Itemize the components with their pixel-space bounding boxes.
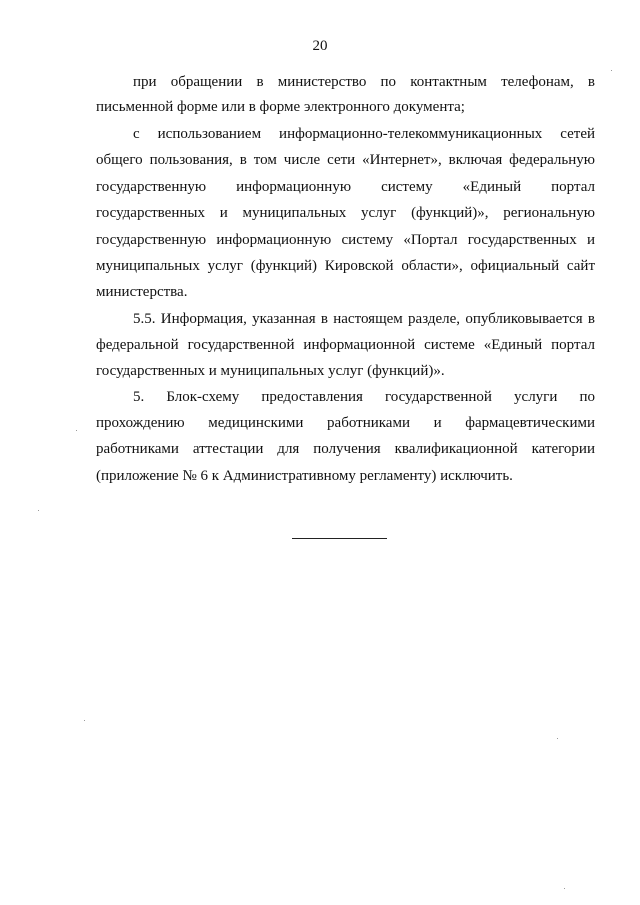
text-line: государственных и муниципальных услуг (функций)», региональную bbox=[96, 205, 595, 221]
text-line: работниками аттестации для получения квалификационной категории bbox=[96, 441, 595, 457]
text-line: 5.5. Информация, указанная в настоящем разделе, опубликовывается в bbox=[133, 311, 595, 327]
text-line: письменной форме или в форме электронного документа; bbox=[96, 99, 465, 115]
end-separator-line bbox=[292, 538, 387, 539]
text-line: муниципальных услуг (функций) Кировской области», официальный сайт bbox=[96, 258, 595, 274]
scan-speck bbox=[84, 720, 85, 721]
scan-speck bbox=[611, 70, 612, 71]
text-line: 5. Блок-схему предоставления государственной услуги по bbox=[133, 389, 595, 405]
text-line: государственную информационную систему «Портал государственных и bbox=[96, 232, 595, 248]
text-line: государственных и муниципальных услуг (функций)». bbox=[96, 363, 445, 379]
page-number: 20 bbox=[312, 38, 328, 54]
text-line: государственную информационную систему «Единый портал bbox=[96, 179, 595, 195]
scan-speck bbox=[557, 738, 558, 739]
text-line: федеральной государственной информационной системе «Единый портал bbox=[96, 337, 595, 353]
text-line: с использованием информационно-телекоммуникационных сетей bbox=[133, 126, 595, 142]
scan-speck bbox=[564, 888, 565, 889]
scan-speck bbox=[76, 430, 77, 431]
text-line: при обращении в министерство по контактным телефонам, в bbox=[133, 74, 595, 90]
text-line: министерства. bbox=[96, 284, 188, 300]
text-line: прохождению медицинскими работниками и фармацевтическими bbox=[96, 415, 595, 431]
scan-speck bbox=[38, 510, 39, 511]
text-line: (приложение № 6 к Административному регламенту) исключить. bbox=[96, 468, 513, 484]
text-line: общего пользования, в том числе сети «Интернет», включая федеральную bbox=[96, 152, 595, 168]
